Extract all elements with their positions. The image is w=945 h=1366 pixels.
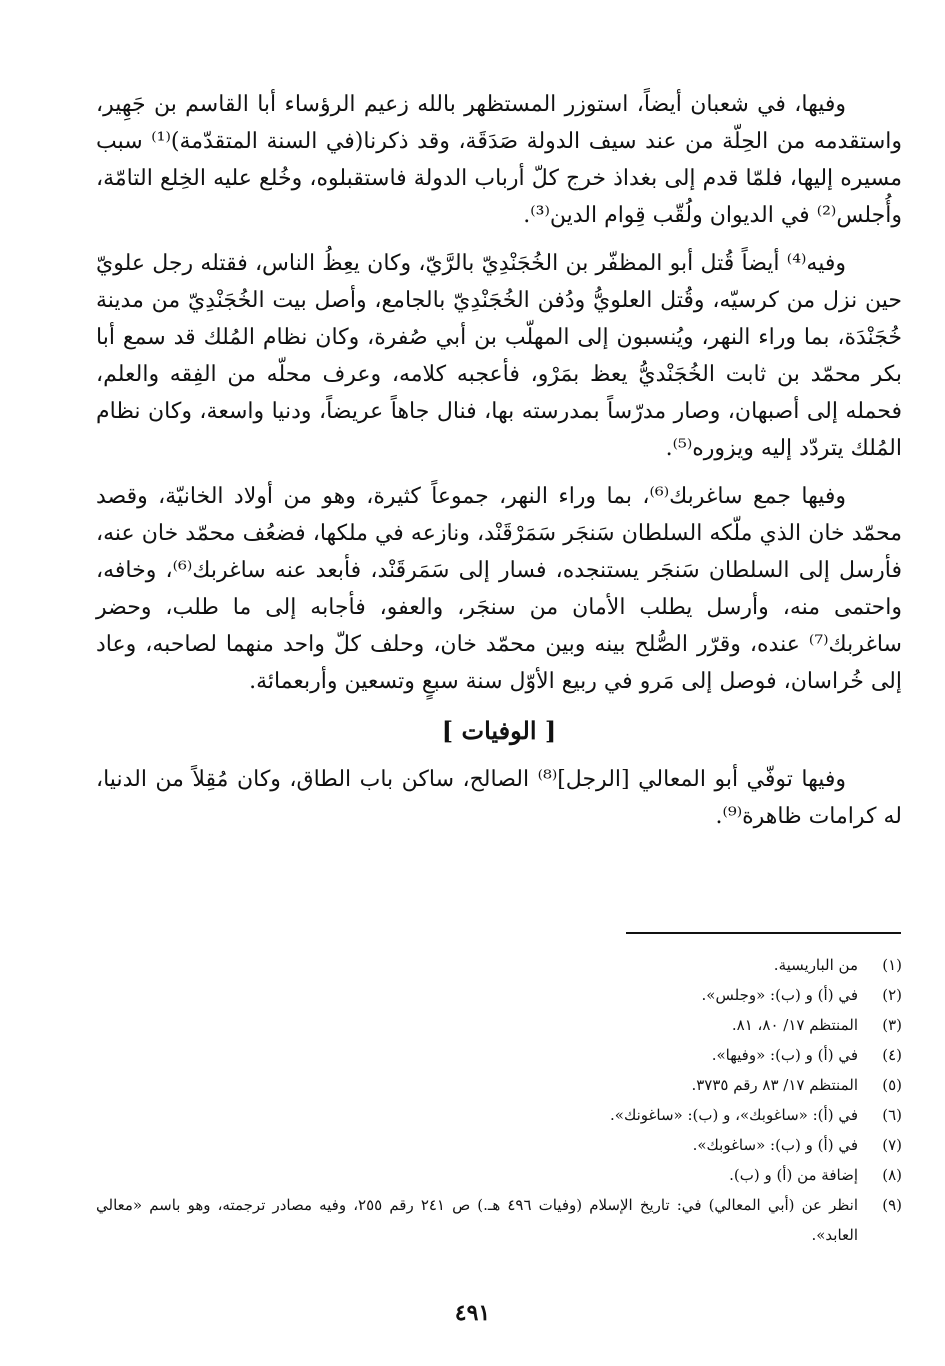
footnote-item	[96, 1070, 902, 1100]
section-heading-obituaries: [ الوفيات ]	[441, 716, 557, 745]
footnote-number: (٧)	[882, 1136, 902, 1154]
footnote-number: (٩)	[882, 1196, 902, 1214]
footnote-divider	[626, 932, 901, 934]
page-body	[96, 86, 902, 853]
footnote-number: (٦)	[882, 1106, 902, 1124]
footnotes	[96, 950, 902, 1250]
footnote-number: (٢)	[882, 986, 902, 1004]
footnote-text: من الباريسية.	[773, 956, 858, 974]
footnote-item	[96, 1040, 902, 1070]
footnote-text: في (أ) و (ب): «وجلس».	[701, 986, 858, 1004]
footnote-text: في (أ) و (ب): «وفيها».	[711, 1046, 858, 1064]
footnote-text: المنتظم ١٧/ ٨٠، ٨١.	[731, 1016, 858, 1034]
footnote-number: (٤)	[882, 1046, 902, 1064]
footnote-text: إضافة من (أ) و (ب).	[729, 1166, 858, 1184]
footnote-number: (٥)	[882, 1076, 902, 1094]
page-number: ٤٩١	[454, 1300, 491, 1326]
paragraph-abu-al-maali: وفيها توفّي أبو المعالي [الرجل]⁽⁸⁾ الصالح، ساكن باب الطاق، وكان مُقِلاً من الدنيا، له كرامات ظاهرة⁽⁹⁾.	[96, 767, 902, 829]
footnote-number: (٣)	[882, 1016, 902, 1034]
footnote-item	[96, 1010, 902, 1040]
footnote-item	[96, 1130, 902, 1160]
footnote-text: المنتظم ١٧/ ٨٣ رقم ٣٧٣٥.	[691, 1076, 858, 1094]
footnote-item	[96, 1190, 902, 1250]
footnote-item	[96, 980, 902, 1010]
footnote-item	[96, 950, 902, 980]
paragraph-saghirbak: وفيها جمع ساغربك⁽⁶⁾، بما وراء النهر، جموعاً كثيرة، وهو من أولاد الخانيّة، وقصد محمّد خان الذي ملّكه السلطان سَنجَر سَمَرْقَنْد، ونازعه في ملكها، فضعُف محمّد خان عنه، فأرسل إلى السلطان سَنجَر يستنجده، فسار إلى سَمَرقَنْد، فأبعد عنه ساغربك⁽⁶⁾، وخافه، واحتمى منه، وأرسل يطلب الأمان من سنجَر، والعفو، فأجابه إلى ما طلب، وحضر ساغربك⁽⁷⁾ عنده، وقرّر الصُّلح بينه وبين محمّد خان، وحلف كلّ واحد منهما لصاحبه، وعاد إلى خُراسان، فوصل إلى مَرو في ربيع الأوّل سنة سبعٍ وتسعين وأربعمائة.	[96, 484, 903, 694]
paragraph-khujandi-killing: وفيه⁽⁴⁾ أيضاً قُتل أبو المظفّر بن الخُجَنْدِيّ بالرَّيّ، وكان يعِظُ الناس، فقتله رجل علويّ حين نزل من كرسيّه، وقُتل العلويُّ ودُفن الخُجَنْدِيّ بالجامع، وأصل بيت الخُجَنْدِيّ من مدينة خُجَنْدَة، بما وراء النهر، ويُنسبون إلى المهلّب بن أبي صُفرة، وكان نظام المُلك قد سمع أبا بكر محمّد بن ثابت الخُجَنْديُّ يعظ بمَرْو، فأعجبه كلامه، وعرف محلّه من الفِقه والعلم، فحمله إلى أصبهان، وصار مدرّساً بمدرسته بها، فنال جاهاً عريضاً، ودنيا واسعة، وكان نظام المُلك يتردّد إليه ويزوره⁽⁵⁾.	[96, 251, 902, 461]
footnote-text: انظر عن (أبي المعالي) في: تاريخ الإسلام (وفيات ٤٩٦ هـ.) ص ٢٤١ رقم ٢٥٥، وفيه مصادر ترجمته، وهو باسم «معالي العابد».	[96, 1196, 858, 1244]
footnote-text: في (أ): «ساغوبك»، و (ب): «ساغونك».	[610, 1106, 858, 1124]
footnote-number: (٨)	[882, 1166, 902, 1184]
footnote-item	[96, 1100, 902, 1130]
footnote-item	[96, 1160, 902, 1190]
footnote-number: (١)	[882, 956, 902, 974]
footnote-text: في (أ) و (ب): «ساغوبك».	[692, 1136, 858, 1154]
paragraph-vizier-appointment: وفيها، في شعبان أيضاً، استوزر المستظهر بالله زعيم الرؤساء أبا القاسم بن جَهِير، واستقدمه من الحِلّة من عند سيف الدولة صَدَقَة، وقد ذكرنا(في السنة المتقدّمة)⁽¹⁾ سبب مسيره إليها، فلمّا قدم إلى بغداذ خرج كلّ أرباب الدولة فاستقبلوه، وخُلع عليه الخِلع التامّة، وأُجلس⁽²⁾ في الديوان ولُقّب قِوام الدين⁽³⁾.	[96, 92, 902, 228]
